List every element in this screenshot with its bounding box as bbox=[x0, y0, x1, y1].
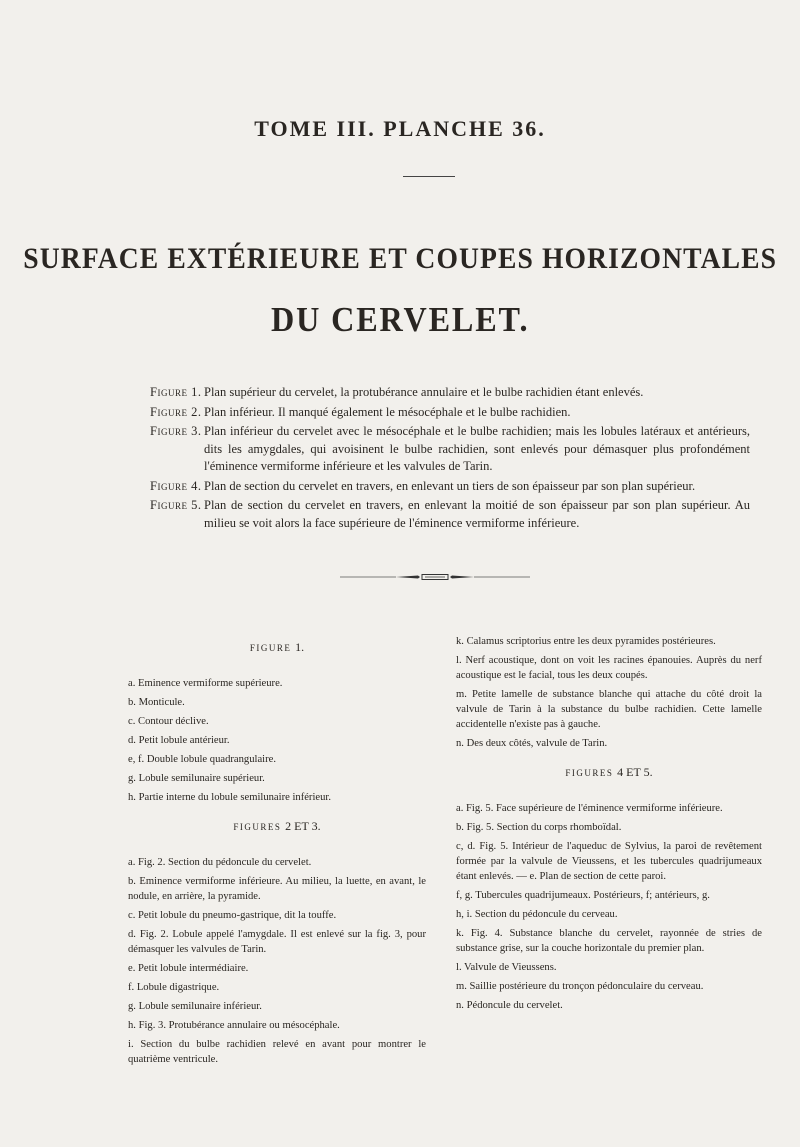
section-heading bbox=[456, 765, 762, 781]
figure-description: Plan inférieur du cervelet avec le mésocéphale et le bulbe rachidien; mais les lobules latéraux et antérieurs, dits les amygdales, qui avoisinent le bulbe rachidien, sont enlevés pour démasquer plus profondément l'éminence vermiforme inférieure et les valvules de Tarin. bbox=[204, 424, 750, 473]
legend-item: h. Partie interne du lobule semilunaire inférieur. bbox=[128, 792, 331, 803]
legend-item: g. Lobule semilunaire inférieur. bbox=[128, 1001, 262, 1012]
legend-item: k. Fig. 4. Substance blanche du cervelet, rayonnée de stries de substance grise, sur la couche horizontale du premier plan. bbox=[456, 928, 762, 954]
legend-item: f, g. Tubercules quadrijumeaux. Postérieurs, f; antérieurs, g. bbox=[456, 890, 710, 901]
section-heading-word: FIGURES bbox=[233, 822, 282, 832]
section-heading-word: FIGURE bbox=[249, 643, 292, 653]
legend-item: k. Calamus scriptorius entre les deux pyramides postérieures. bbox=[456, 636, 716, 647]
legend-item: m. Saillie postérieure du tronçon pédonculaire du cerveau. bbox=[456, 981, 704, 992]
figure-entry bbox=[150, 478, 750, 496]
legend-item: c, d. Fig. 5. Intérieur de l'aqueduc de Sylvius, la paroi de revêtement formée par la valvule de Vieussens, et les tubercules quadrijumeaux étant enlevés. — e. Plan de section de cette paroi. bbox=[456, 841, 762, 882]
legend-item: c. Petit lobule du pneumo-gastrique, dit la touffe. bbox=[128, 910, 337, 921]
title-line-1: SURFACE EXTÉRIEURE ET COUPES HORIZONTALES bbox=[23, 242, 778, 275]
title-line-2: DU CERVELET. bbox=[271, 300, 530, 339]
ornamental-divider bbox=[340, 570, 530, 584]
section-heading-number: 1. bbox=[295, 640, 305, 654]
legend-item: a. Fig. 2. Section du pédoncule du cervelet. bbox=[128, 857, 312, 868]
section-heading-number: 4 ET 5. bbox=[617, 765, 653, 779]
legend-item: m. Petite lamelle de substance blanche qui attache du côté droit la valvule de Tarin à la substance du bulbe rachidien. Cette lamelle accidentelle n'existe pas à gauche. bbox=[456, 689, 762, 730]
legend-item: l. Valvule de Vieussens. bbox=[456, 962, 557, 973]
legend-item: n. Des deux côtés, valvule de Tarin. bbox=[456, 738, 608, 749]
legend-item: e. Petit lobule intermédiaire. bbox=[128, 963, 249, 974]
figure-label: Figure 1. bbox=[150, 385, 202, 399]
legend-item: h. Fig. 3. Protubérance annulaire ou mésocéphale. bbox=[128, 1020, 340, 1031]
legend-item: d. Petit lobule antérieur. bbox=[128, 735, 230, 746]
figure-description: Plan de section du cervelet en travers, en enlevant un tiers de son épaisseur par son plan supérieur. bbox=[204, 478, 696, 493]
figure-list bbox=[150, 384, 750, 534]
figure-entry bbox=[150, 384, 750, 402]
figure-description: Plan supérieur du cervelet, la protubérance annulaire et le bulbe rachidien étant enlevés. bbox=[204, 385, 644, 399]
legend-item: a. Eminence vermiforme supérieure. bbox=[128, 678, 283, 689]
figure-label: Figure 3. bbox=[150, 424, 202, 438]
legend-right-column bbox=[456, 634, 762, 1017]
section-heading bbox=[128, 819, 426, 835]
legend-item: b. Monticule. bbox=[128, 697, 185, 708]
figure-entry bbox=[150, 423, 750, 476]
section-heading-number: 2 ET 3. bbox=[285, 819, 321, 833]
legend-item: g. Lobule semilunaire supérieur. bbox=[128, 773, 265, 784]
short-rule bbox=[403, 176, 455, 177]
figure-description: Plan de section du cervelet en travers, en enlevant la moitié de son épaisseur par son plan supérieur. Au milieu se voit alors la face supérieure de l'éminence vermiforme inférieure. bbox=[204, 498, 750, 530]
plate-number: TOME III. PLANCHE 36. bbox=[254, 116, 546, 141]
legend-left-column bbox=[128, 640, 426, 1071]
legend-item: f. Lobule digastrique. bbox=[128, 982, 220, 993]
legend-item: d. Fig. 2. Lobule appelé l'amygdale. Il est enlevé sur la fig. 3, pour démasquer les valvules de Tarin. bbox=[128, 929, 426, 955]
figure-label: Figure 5. bbox=[150, 498, 202, 512]
section-heading-word: FIGURES bbox=[565, 768, 614, 778]
legend-item: h, i. Section du pédoncule du cerveau. bbox=[456, 909, 618, 920]
figure-label: Figure 4. bbox=[150, 478, 202, 493]
legend-item: e, f. Double lobule quadrangulaire. bbox=[128, 754, 276, 765]
legend-item: n. Pédoncule du cervelet. bbox=[456, 1000, 563, 1011]
legend-item: b. Fig. 5. Section du corps rhomboïdal. bbox=[456, 822, 622, 833]
legend-item: i. Section du bulbe rachidien relevé en avant pour montrer le quatrième ventricule. bbox=[128, 1039, 426, 1065]
figure-entry bbox=[150, 404, 750, 422]
figure-description: Plan inférieur. Il manqué également le mésocéphale et le bulbe rachidien. bbox=[204, 404, 571, 419]
section-heading bbox=[128, 640, 426, 656]
legend-item: c. Contour déclive. bbox=[128, 716, 209, 727]
figure-label: Figure 2. bbox=[150, 404, 202, 419]
legend-item: b. Eminence vermiforme inférieure. Au milieu, la luette, en avant, le nodule, en arrière, la pyramide. bbox=[128, 876, 426, 902]
legend-item: a. Fig. 5. Face supérieure de l'éminence vermiforme inférieure. bbox=[456, 803, 723, 814]
figure-entry bbox=[150, 497, 750, 532]
legend-item: l. Nerf acoustique, dont on voit les racines épanouies. Auprès du nerf acoustique est le facial, tous les deux coupés. bbox=[456, 655, 762, 681]
